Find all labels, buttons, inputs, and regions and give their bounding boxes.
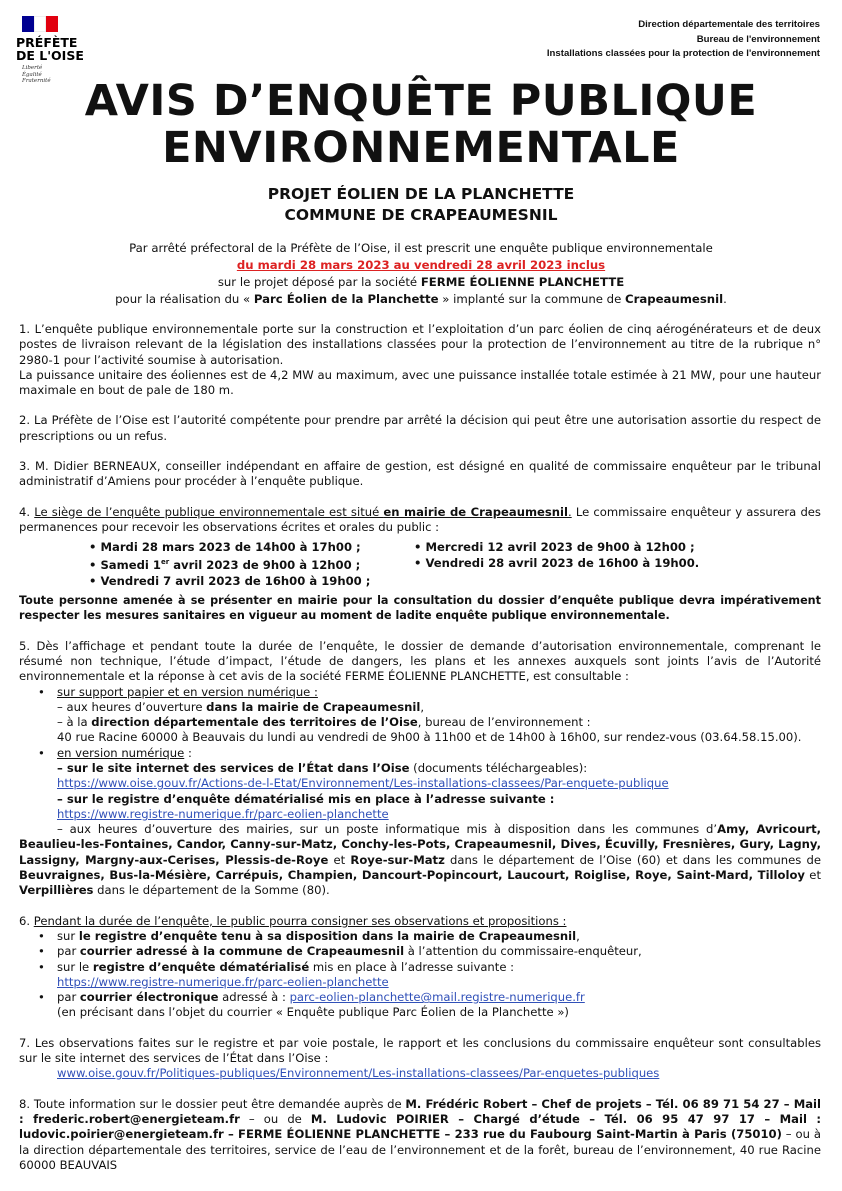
motto-3: Fraternité <box>22 78 51 84</box>
b3b: registre d’enquête dématérialisé <box>92 959 310 974</box>
p2a: – à la <box>57 715 92 730</box>
motto-1: Liberté <box>22 65 43 71</box>
list-item <box>19 990 821 1021</box>
motto-2: Égalité <box>22 71 42 78</box>
intro-line4-a: pour la réalisation du « <box>115 292 254 306</box>
paper-line3: 40 rue Racine 60000 à Beauvais du lundi au vendredi de 9h00 à 11h00 et de 14h00 à 16h00, sur rendez-vous (03.64.58.15.00). <box>57 730 802 745</box>
permanence-item <box>89 540 414 555</box>
p1c: , <box>420 699 424 714</box>
s8d: M. Ludovic POIRIER – Chargé d’étude – Tél. 06 95 47 97 17 – Mail : ludovic.poirier@energieteam.fr – FERME ÉOLIENNE PLANCHETTE – 233 rue du Faubourg Saint-Martin à Paris (75010) <box>19 1111 822 1142</box>
n3b: Amy, Avricourt, Beaulieu-les-Fontaines, Candor, Canny-sur-Matz, Conchy-les-Pots, Crapeaumesnil, Dives, Écuvilly, Fresnières, Gury, Lagny, Lassigny, Margny-aux-Cerises, Plessis-de-Roye <box>19 822 822 867</box>
list-item <box>19 685 821 746</box>
s8b: M. Frédéric Robert – Chef de projets – Tél. 06 89 71 54 27 – Mail : frederic.robert@energieteam.fr <box>19 1096 822 1126</box>
perm-4: Vendredi 7 avril 2023 de 16h00 à 19h00 ; <box>100 573 371 588</box>
intro-block <box>0 240 842 308</box>
s8e: – ou à la direction départementale des territoires, service de l’eau de l’environnement et de la forêt, bureau de l’environnement, 40 rue Racine 60000 BEAUVAIS <box>19 1127 821 1172</box>
n3h: Verpillières <box>19 883 94 898</box>
p2b: direction départementale des territoires de l’Oise <box>91 715 418 730</box>
intro-line3 <box>0 274 842 291</box>
section-5-intro: 5. Dès l’affichage et pendant toute la durée de l’enquête, le dossier de demande d’autorisation environnementale, comprenant le résumé non technique, l’étude d’impact, l’étude de dangers, les plans et les annexes auxquels sont joints l’avis de l’Autorité environnementale et la réponse à cet avis de la société FERME ÉOLIENNE PLANCHETTE, est consultable : <box>19 638 821 684</box>
title-line2: ENVIRONNEMENTALE <box>162 123 680 173</box>
list-item <box>19 944 821 959</box>
issuer-block <box>547 18 820 62</box>
intro-line4-e: . <box>723 292 727 306</box>
intro-line4-c: » implanté sur la commune de <box>438 292 626 306</box>
s4-seat-place: en mairie de Crapeaumesnil <box>383 504 568 519</box>
n3g: et <box>804 868 821 883</box>
issuer-line1: Direction départementale des territoires <box>638 19 820 30</box>
num-colon: : <box>184 745 192 760</box>
n3f: Beuvraignes, Bus-la-Mésière, Carrépuis, Champien, Dancourt-Popincourt, Laucourt, Roiglise, Roye, Saint-Mard, Tilloloy <box>19 868 805 883</box>
b4c: adressé à : <box>218 990 290 1005</box>
notice-body <box>19 322 821 1173</box>
perm-2: Samedi 1er avril 2023 de 9h00 à 12h00 ; <box>100 558 361 573</box>
b1a: sur <box>57 928 79 943</box>
permanence-item <box>89 574 414 589</box>
p2c: , bureau de l’environnement : <box>417 715 591 730</box>
list-item <box>19 960 821 991</box>
page-title <box>0 78 842 172</box>
inquiry-dates: du mardi 28 mars 2023 au vendredi 28 avril 2023 inclus <box>236 258 606 272</box>
permanences-list <box>89 540 821 589</box>
s4-seat: Le siège de l’enquête publique environnementale est situé <box>34 504 384 519</box>
logo-line1: PRÉFÈTE <box>16 35 78 50</box>
s4-dot: . <box>568 504 572 519</box>
b4b: courrier électronique <box>79 990 219 1005</box>
b1c: , <box>576 928 580 943</box>
registre-link[interactable]: https://www.registre-numerique.fr/parc-eolien-planchette <box>57 806 389 821</box>
communes-paragraph <box>19 822 821 898</box>
logo-name <box>16 36 86 62</box>
list-item <box>19 929 821 944</box>
s4-num: 4. <box>19 504 35 519</box>
project-subtitle <box>0 184 842 226</box>
section-8-paragraph <box>19 1097 821 1173</box>
intro-line3-a: sur le projet déposé par la société <box>217 275 421 289</box>
n3e: dans le département de l’Oise (60) et dans les communes de <box>444 852 821 867</box>
section-2-paragraph: 2. La Préfète de l’Oise est l’autorité compétente pour prendre par arrêté la décision qui peut être une autorisation assortie du respect de prescriptions ou un refus. <box>19 413 821 443</box>
permanence-item <box>414 556 744 574</box>
title-line1: AVIS D’ENQUÊTE PUBLIQUE <box>84 76 758 126</box>
b2a: par <box>57 944 80 959</box>
num-1b: (documents téléchargeables): <box>409 760 588 775</box>
logo-line2: DE L'OISE <box>16 48 84 63</box>
permanence-item <box>89 556 414 574</box>
intro-line1: Par arrêté préfectoral de la Préfète de l’Oise, il est prescrit une enquête publique environnementale <box>129 241 713 255</box>
p1b: dans la mairie de Crapeaumesnil <box>206 699 421 714</box>
consultation-list <box>19 685 821 823</box>
perm-1: Mercredi 12 avril 2023 de 9h00 à 12h00 ; <box>425 540 695 555</box>
perm-3: Vendredi 28 avril 2023 de 16h00 à 19h00. <box>425 555 700 570</box>
prefecture-logo <box>16 16 86 85</box>
b2b: courrier adressé à la commune de Crapeaumesnil <box>79 944 405 959</box>
paper-line2 <box>57 715 821 730</box>
issuer-line3: Installations classées pour la protection de l'environnement <box>546 48 820 59</box>
s6-title: Pendant la durée de l’enquête, le public pourra consigner ses observations et propositions : <box>33 913 567 928</box>
paper-title: • sur support papier et en version numérique : <box>57 684 318 699</box>
n3c: et <box>328 852 351 867</box>
s8c: – ou de <box>239 1111 311 1126</box>
subtitle-line2: COMMUNE DE CRAPEAUMESNIL <box>284 206 558 224</box>
section-4-paragraph <box>19 505 821 536</box>
num-2: – sur le registre d’enquête dématérialisé mis en place à l’adresse suivante : <box>57 791 555 806</box>
num-title: en version numérique <box>57 745 185 760</box>
section-1-power: La puissance unitaire des éoliennes est de 4,2 MW au maximum, avec une puissance installée totale estimée à 21 MW, pour une hauteur maximale en bout de pale de 180 m. <box>19 367 821 398</box>
oise-gouv-link[interactable]: https://www.oise.gouv.fr/Actions-de-l-Etat/Environnement/Les-installations-classees/Par-enquete-publique <box>57 776 669 791</box>
b4a: par <box>57 990 80 1005</box>
park-name: Parc Éolien de la Planchette <box>253 292 439 306</box>
p1a: – aux heures d’ouverture <box>57 699 207 714</box>
section-7-paragraph: 7. Les observations faites sur le registre et par voie postale, le rapport et les conclusions du commissaire enquêteur sont consultables sur le site internet des services de l’État dans l’Oise : <box>19 1035 821 1066</box>
subtitle-line1: PROJET ÉOLIEN DE LA PLANCHETTE <box>267 185 575 203</box>
n3a: – aux heures d’ouverture des mairies, sur un poste informatique mis à disposition dans les communes d’ <box>57 822 718 837</box>
commune-name: Crapeaumesnil <box>625 292 724 306</box>
num-1a: – sur le site internet des services de l’État dans l’Oise <box>57 760 410 775</box>
n3d: Roye-sur-Matz <box>350 852 445 867</box>
b4d: (en précisant dans l’objet du courrier « Enquête publique Parc Éolien de la Planchette ») <box>57 1005 569 1020</box>
paper-line1 <box>57 700 821 715</box>
permanence-item <box>414 540 744 555</box>
email-link[interactable]: parc-eolien-planchette@mail.registre-numerique.fr <box>289 990 585 1005</box>
list-item <box>19 746 821 822</box>
n3i: dans le département de la Somme (80). <box>93 883 330 898</box>
b3a: sur le <box>57 959 93 974</box>
section-6-title <box>19 914 821 929</box>
s6-num: 6. <box>19 913 34 928</box>
section-3-paragraph: 3. M. Didier BERNEAUX, conseiller indépendant en affaire de gestion, est désigné en qualité de commissaire enquêteur par le tribunal administratif d’Amiens pour procéder à l’enquête publique. <box>19 459 821 489</box>
company-name: FERME ÉOLIENNE PLANCHETTE <box>420 275 625 289</box>
oise-politiques-link[interactable]: www.oise.gouv.fr/Politiques-publiques/Environnement/Les-installations-classees/Par-enquetes-publiques <box>57 1066 660 1081</box>
sanitary-note: Toute personne amenée à se présenter en mairie pour la consultation du dossier d’enquête publique devra impérativement respecter les mesures sanitaires en vigueur au moment de ladite enquête publique environnementale. <box>19 594 821 623</box>
issuer-line2: Bureau de l'environnement <box>696 33 820 45</box>
intro-line4 <box>0 291 842 308</box>
b3c: mis en place à l’adresse suivante : <box>309 959 515 974</box>
registre-link-2[interactable]: https://www.registre-numerique.fr/parc-eolien-planchette <box>57 974 389 989</box>
b1b: le registre d’enquête tenu à sa disposition dans la mairie de Crapeaumesnil <box>78 928 577 943</box>
s8a: 8. Toute information sur le dossier peut être demandée auprès de <box>19 1096 406 1111</box>
marianne-flag-icon <box>22 16 58 32</box>
b2c: à l’attention du commissaire-enquêteur, <box>404 944 642 959</box>
s4-rest: Le commissaire enquêteur y assurera des permanences pour recevoir les observations écrites et orales du public : <box>19 504 821 534</box>
observation-list <box>19 929 821 1021</box>
perm-0: Mardi 28 mars 2023 de 14h00 à 17h00 ; <box>100 540 361 555</box>
section-1-paragraph: 1. L’enquête publique environnementale porte sur la construction et l’exploitation d’un parc éolien de cinq aérogénérateurs et de deux postes de livraison relevant de la législation des installations classées pour la protection de l’environnement au titre de la rubrique n° 2980-1 pour l’activité soumise à autorisation. <box>19 322 821 367</box>
